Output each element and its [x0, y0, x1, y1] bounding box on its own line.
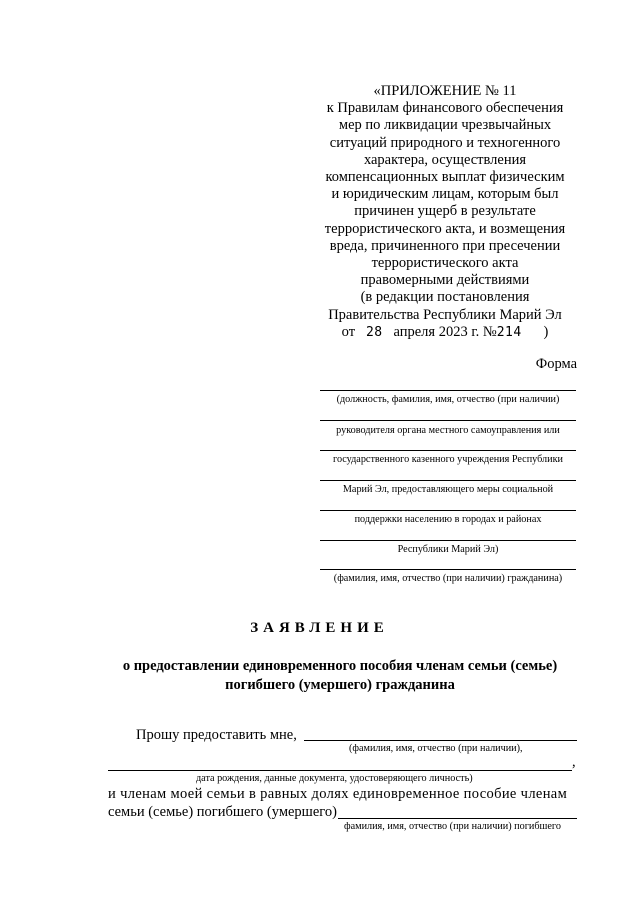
- deceased-name-caption: фамилия, имя, отчество (при наличии) погибшего: [344, 821, 561, 832]
- applicant-name-caption: (фамилия, имя, отчество (при наличии),: [349, 743, 523, 754]
- amendment-date-line: [300, 324, 590, 341]
- request-line-1: Прошу предоставить мне,: [136, 727, 297, 743]
- date-month-year: апреля 2023 г. №: [393, 323, 497, 340]
- header-line: террористического акта, и возмещения: [324, 220, 566, 237]
- header-line: вреда, причиненного при пресечении: [329, 237, 561, 254]
- header-line: компенсационных выплат физическим: [325, 169, 565, 186]
- header-line: к Правилам финансового обеспечения: [326, 100, 564, 117]
- header-line: правомерными действиями: [360, 272, 530, 289]
- header-line: террористического акта: [371, 255, 519, 272]
- addressee-caption: государственного казенного учреждения Республики: [333, 454, 563, 465]
- applicant-details-field[interactable]: [108, 770, 572, 771]
- document-title: ЗАЯВЛЕНИЕ: [250, 620, 389, 636]
- date-day: 28: [365, 324, 383, 340]
- document-subtitle: [100, 657, 580, 695]
- header-line: мер по ликвидации чрезвычайных: [338, 117, 552, 134]
- addressee-field-line: [320, 569, 576, 570]
- addressee-field-line: [320, 540, 576, 541]
- form-label: Форма: [535, 356, 577, 372]
- header-line: и юридическим лицам, которым был: [331, 186, 559, 203]
- addressee-field-line: [320, 480, 576, 481]
- header-line: ситуаций природного и техногенного: [329, 134, 561, 151]
- subtitle-line: о предоставлении единовременного пособия членам семьи (семье): [122, 658, 558, 674]
- request-line-3: семьи (семье) погибшего (умершего): [108, 804, 337, 820]
- addressee-field-line: [320, 510, 576, 511]
- addressee-field-line: [320, 420, 576, 421]
- header-line: причинен ущерб в результате: [354, 203, 536, 220]
- header-line: (в редакции постановления: [360, 289, 530, 306]
- addressee-caption: Республики Марий Эл): [397, 544, 499, 555]
- comma: ,: [572, 754, 576, 770]
- addressee-caption: (фамилия, имя, отчество (при наличии) гражданина): [333, 573, 563, 584]
- deceased-name-field[interactable]: [338, 818, 577, 819]
- addressee-caption: поддержки населению в городах и районах: [354, 514, 542, 525]
- addressee-caption: руководителя органа местного самоуправления или: [336, 425, 560, 436]
- applicant-name-field[interactable]: [304, 740, 577, 741]
- request-line-2: и членам моей семьи в равных долях единовременное пособие членам: [108, 786, 568, 802]
- addressee-caption: Марий Эл, предоставляющего меры социальной: [342, 484, 554, 495]
- addressee-caption: (должность, фамилия, имя, отчество (при наличии): [336, 394, 560, 405]
- addressee-field-line: [320, 390, 576, 391]
- subtitle-line: погибшего (умершего) гражданина: [225, 677, 455, 693]
- doc-number: 214: [496, 324, 522, 340]
- date-prefix: от: [341, 323, 356, 340]
- header-line: «ПРИЛОЖЕНИЕ № 11: [373, 83, 517, 99]
- addressee-field-line: [320, 450, 576, 451]
- date-suffix: ): [543, 323, 549, 340]
- appendix-header: [300, 83, 590, 341]
- header-line: Правительства Республики Марий Эл: [328, 306, 562, 323]
- applicant-details-caption: дата рождения, данные документа, удостоверяющего личность): [196, 773, 473, 784]
- header-line: характера, осуществления: [363, 151, 527, 168]
